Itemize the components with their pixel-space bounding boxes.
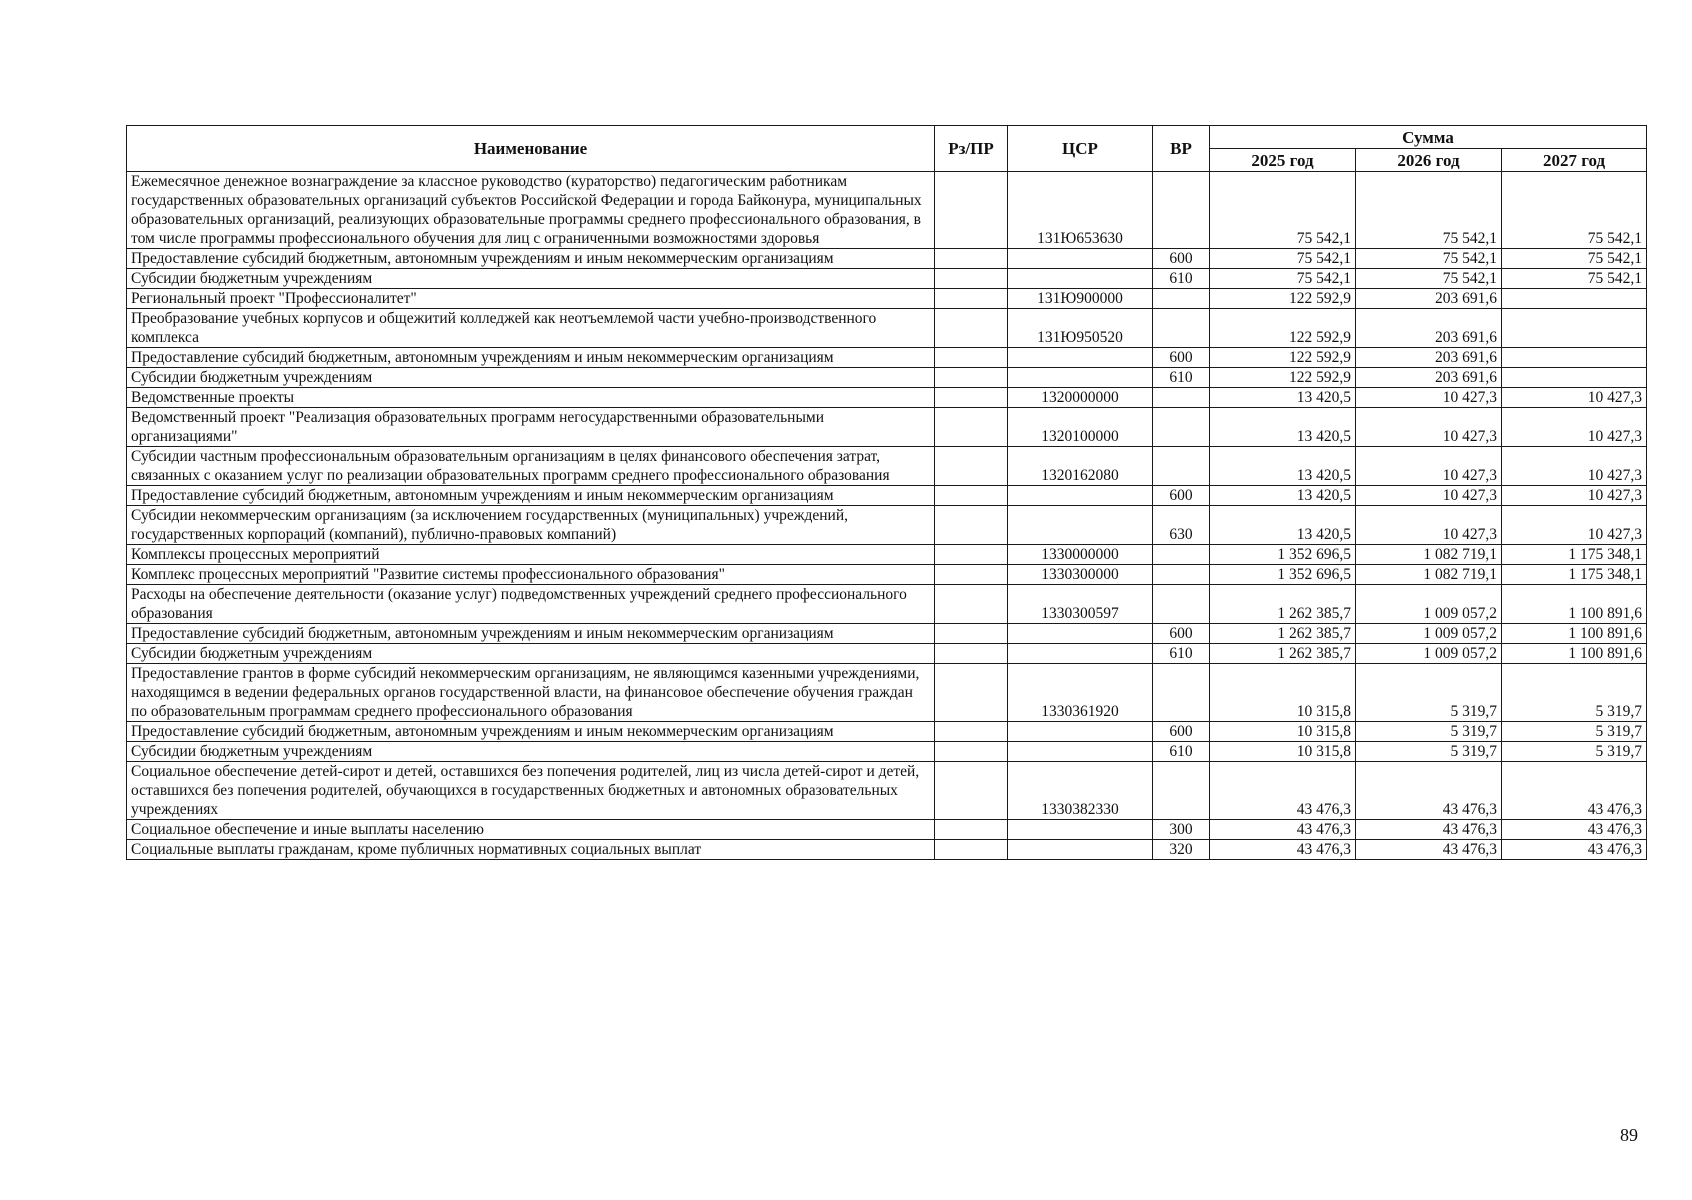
cell-sum-2026: 75 542,1 xyxy=(1356,172,1502,249)
table-row xyxy=(127,742,1647,762)
cell-sum-2027: 5 319,7 xyxy=(1502,722,1647,742)
cell-sum-2026: 10 427,3 xyxy=(1356,408,1502,447)
cell-rzpr xyxy=(935,408,1008,447)
cell-sum-2025: 10 315,8 xyxy=(1210,722,1356,742)
cell-rzpr xyxy=(935,545,1008,565)
cell-rzpr xyxy=(935,368,1008,388)
table-row xyxy=(127,249,1647,269)
cell-sum-2026: 10 427,3 xyxy=(1356,447,1502,486)
col-header-csr: ЦСР xyxy=(1008,126,1153,172)
cell-sum-2027 xyxy=(1502,368,1647,388)
table-row xyxy=(127,172,1647,249)
cell-name: Субсидии бюджетным учреждениям xyxy=(127,269,935,289)
table-body xyxy=(127,172,1647,860)
cell-sum-2027: 43 476,3 xyxy=(1502,820,1647,840)
cell-sum-2027: 75 542,1 xyxy=(1502,172,1647,249)
cell-sum-2025: 122 592,9 xyxy=(1210,289,1356,309)
cell-sum-2026: 75 542,1 xyxy=(1356,249,1502,269)
cell-rzpr xyxy=(935,249,1008,269)
cell-sum-2025: 43 476,3 xyxy=(1210,762,1356,820)
cell-vr xyxy=(1153,172,1210,249)
cell-sum-2026: 1 009 057,2 xyxy=(1356,585,1502,624)
cell-sum-2025: 1 262 385,7 xyxy=(1210,644,1356,664)
cell-sum-2026: 1 009 057,2 xyxy=(1356,644,1502,664)
cell-vr xyxy=(1153,289,1210,309)
cell-name: Предоставление субсидий бюджетным, автономным учреждениям и иным некоммерческим организациям xyxy=(127,249,935,269)
cell-csr xyxy=(1008,820,1153,840)
cell-name: Предоставление субсидий бюджетным, автономным учреждениям и иным некоммерческим организациям xyxy=(127,348,935,368)
cell-csr: 1330300597 xyxy=(1008,585,1153,624)
cell-sum-2027: 75 542,1 xyxy=(1502,269,1647,289)
cell-vr: 600 xyxy=(1153,348,1210,368)
cell-name: Комплекс процессных мероприятий "Развитие системы профессионального образования" xyxy=(127,565,935,585)
cell-name: Расходы на обеспечение деятельности (оказание услуг) подведомственных учреждений среднего профессионального образования xyxy=(127,585,935,624)
cell-name: Предоставление грантов в форме субсидий некоммерческим организациям, не являющимся казенными учреждениями, находящимся в ведении федеральных органов государственной власти, на финансовое обеспечение обучения граждан по образовательным программам среднего профессионального образования xyxy=(127,664,935,722)
cell-rzpr xyxy=(935,269,1008,289)
col-header-2026: 2026 год xyxy=(1356,149,1502,172)
cell-sum-2025: 10 315,8 xyxy=(1210,742,1356,762)
cell-csr: 1330300000 xyxy=(1008,565,1153,585)
col-header-sum: Сумма xyxy=(1210,126,1647,149)
cell-name: Ведомственные проекты xyxy=(127,388,935,408)
cell-csr: 131Ю900000 xyxy=(1008,289,1153,309)
cell-sum-2027 xyxy=(1502,309,1647,348)
cell-sum-2025: 13 420,5 xyxy=(1210,506,1356,545)
cell-sum-2027: 10 427,3 xyxy=(1502,447,1647,486)
table-row xyxy=(127,840,1647,860)
cell-name: Ежемесячное денежное вознаграждение за классное руководство (кураторство) педагогическим работникам государственных образовательных организаций субъектов Российской Федерации и города Байконура, муниципальных образовательных организаций, реализующих образовательные программы среднего профессионального образования, в том числе программы профессионального обучения для лиц с ограниченными возможностями здоровья xyxy=(127,172,935,249)
cell-sum-2026: 1 082 719,1 xyxy=(1356,565,1502,585)
cell-sum-2027: 43 476,3 xyxy=(1502,840,1647,860)
cell-sum-2025: 13 420,5 xyxy=(1210,447,1356,486)
cell-vr: 630 xyxy=(1153,506,1210,545)
cell-sum-2026: 203 691,6 xyxy=(1356,348,1502,368)
cell-vr: 610 xyxy=(1153,742,1210,762)
cell-vr xyxy=(1153,447,1210,486)
table-row xyxy=(127,388,1647,408)
cell-sum-2027: 1 100 891,6 xyxy=(1502,585,1647,624)
col-header-2025: 2025 год xyxy=(1210,149,1356,172)
cell-vr: 610 xyxy=(1153,269,1210,289)
cell-vr xyxy=(1153,408,1210,447)
table-row xyxy=(127,408,1647,447)
table-row xyxy=(127,289,1647,309)
cell-sum-2026: 1 009 057,2 xyxy=(1356,624,1502,644)
cell-sum-2026: 1 082 719,1 xyxy=(1356,545,1502,565)
table-row xyxy=(127,565,1647,585)
cell-csr: 1320000000 xyxy=(1008,388,1153,408)
cell-rzpr xyxy=(935,486,1008,506)
cell-rzpr xyxy=(935,388,1008,408)
page-number: 89 xyxy=(1620,1125,1638,1145)
cell-sum-2026: 5 319,7 xyxy=(1356,664,1502,722)
cell-sum-2027: 75 542,1 xyxy=(1502,249,1647,269)
cell-vr: 600 xyxy=(1153,486,1210,506)
cell-rzpr xyxy=(935,565,1008,585)
cell-rzpr xyxy=(935,820,1008,840)
cell-rzpr xyxy=(935,664,1008,722)
table-row xyxy=(127,644,1647,664)
col-header-rzpr: Рз/ПР xyxy=(935,126,1008,172)
cell-csr: 131Ю950520 xyxy=(1008,309,1153,348)
cell-csr: 1320162080 xyxy=(1008,447,1153,486)
cell-csr xyxy=(1008,348,1153,368)
cell-csr xyxy=(1008,722,1153,742)
cell-sum-2027: 1 175 348,1 xyxy=(1502,545,1647,565)
cell-rzpr xyxy=(935,585,1008,624)
cell-csr: 1320100000 xyxy=(1008,408,1153,447)
cell-csr: 1330361920 xyxy=(1008,664,1153,722)
cell-sum-2027: 10 427,3 xyxy=(1502,486,1647,506)
cell-csr: 1330000000 xyxy=(1008,545,1153,565)
cell-csr xyxy=(1008,840,1153,860)
cell-sum-2027: 10 427,3 xyxy=(1502,506,1647,545)
cell-rzpr xyxy=(935,506,1008,545)
cell-rzpr xyxy=(935,722,1008,742)
cell-csr: 131Ю653630 xyxy=(1008,172,1153,249)
cell-vr: 600 xyxy=(1153,624,1210,644)
cell-name: Субсидии бюджетным учреждениям xyxy=(127,368,935,388)
cell-sum-2027 xyxy=(1502,348,1647,368)
cell-rzpr xyxy=(935,309,1008,348)
cell-csr xyxy=(1008,249,1153,269)
cell-sum-2025: 75 542,1 xyxy=(1210,172,1356,249)
cell-name: Субсидии бюджетным учреждениям xyxy=(127,742,935,762)
cell-vr xyxy=(1153,762,1210,820)
col-header-vr: ВР xyxy=(1153,126,1210,172)
cell-rzpr xyxy=(935,289,1008,309)
cell-sum-2025: 1 352 696,5 xyxy=(1210,545,1356,565)
budget-table-sheet xyxy=(126,125,1646,860)
cell-sum-2025: 13 420,5 xyxy=(1210,388,1356,408)
cell-name: Предоставление субсидий бюджетным, автономным учреждениям и иным некоммерческим организациям xyxy=(127,624,935,644)
cell-sum-2025: 43 476,3 xyxy=(1210,820,1356,840)
table-row xyxy=(127,624,1647,644)
table-row xyxy=(127,447,1647,486)
cell-sum-2026: 43 476,3 xyxy=(1356,820,1502,840)
cell-name: Региональный проект "Профессионалитет" xyxy=(127,289,935,309)
table-row xyxy=(127,269,1647,289)
cell-vr xyxy=(1153,309,1210,348)
cell-name: Предоставление субсидий бюджетным, автономным учреждениям и иным некоммерческим организациям xyxy=(127,722,935,742)
table-row xyxy=(127,348,1647,368)
cell-vr: 600 xyxy=(1153,249,1210,269)
cell-vr: 610 xyxy=(1153,368,1210,388)
cell-sum-2025: 1 262 385,7 xyxy=(1210,585,1356,624)
cell-rzpr xyxy=(935,172,1008,249)
table-row xyxy=(127,664,1647,722)
cell-csr xyxy=(1008,368,1153,388)
budget-table xyxy=(126,125,1647,860)
cell-sum-2026: 75 542,1 xyxy=(1356,269,1502,289)
cell-csr: 1330382330 xyxy=(1008,762,1153,820)
col-header-2027: 2027 год xyxy=(1502,149,1647,172)
col-header-name: Наименование xyxy=(127,126,935,172)
cell-csr xyxy=(1008,742,1153,762)
cell-sum-2025: 122 592,9 xyxy=(1210,368,1356,388)
cell-sum-2025: 75 542,1 xyxy=(1210,249,1356,269)
cell-sum-2027: 5 319,7 xyxy=(1502,664,1647,722)
cell-sum-2025: 10 315,8 xyxy=(1210,664,1356,722)
table-row xyxy=(127,820,1647,840)
cell-sum-2026: 203 691,6 xyxy=(1356,368,1502,388)
cell-vr xyxy=(1153,565,1210,585)
cell-csr xyxy=(1008,269,1153,289)
cell-name: Ведомственный проект "Реализация образовательных программ негосударственными образовательными организациями" xyxy=(127,408,935,447)
cell-name: Социальное обеспечение детей-сирот и детей, оставшихся без попечения родителей, лиц из числа детей-сирот и детей, оставшихся без попечения родителей, обучающихся в государственных бюджетных и автономных образовательных учреждениях xyxy=(127,762,935,820)
cell-rzpr xyxy=(935,644,1008,664)
cell-sum-2025: 1 262 385,7 xyxy=(1210,624,1356,644)
cell-name: Субсидии бюджетным учреждениям xyxy=(127,644,935,664)
cell-sum-2026: 203 691,6 xyxy=(1356,289,1502,309)
cell-name: Социальное обеспечение и иные выплаты населению xyxy=(127,820,935,840)
cell-name: Предоставление субсидий бюджетным, автономным учреждениям и иным некоммерческим организациям xyxy=(127,486,935,506)
cell-sum-2026: 5 319,7 xyxy=(1356,742,1502,762)
cell-rzpr xyxy=(935,840,1008,860)
cell-sum-2027: 1 100 891,6 xyxy=(1502,644,1647,664)
cell-vr: 610 xyxy=(1153,644,1210,664)
cell-name: Субсидии некоммерческим организациям (за исключением государственных (муниципальных) учреждений, государственных корпораций (компаний), публично-правовых компаний) xyxy=(127,506,935,545)
table-row xyxy=(127,722,1647,742)
cell-sum-2025: 13 420,5 xyxy=(1210,486,1356,506)
cell-name: Субсидии частным профессиональным образовательным организациям в целях финансового обеспечения затрат, связанных с оказанием услуг по реализации образовательных программ среднего профессионального образования xyxy=(127,447,935,486)
cell-sum-2027: 1 100 891,6 xyxy=(1502,624,1647,644)
table-row xyxy=(127,585,1647,624)
cell-sum-2027: 1 175 348,1 xyxy=(1502,565,1647,585)
cell-sum-2025: 1 352 696,5 xyxy=(1210,565,1356,585)
cell-vr: 320 xyxy=(1153,840,1210,860)
cell-sum-2027 xyxy=(1502,289,1647,309)
table-row xyxy=(127,486,1647,506)
cell-vr xyxy=(1153,585,1210,624)
cell-name: Комплексы процессных мероприятий xyxy=(127,545,935,565)
cell-rzpr xyxy=(935,762,1008,820)
table-row xyxy=(127,762,1647,820)
cell-csr xyxy=(1008,506,1153,545)
cell-sum-2025: 75 542,1 xyxy=(1210,269,1356,289)
cell-sum-2026: 10 427,3 xyxy=(1356,506,1502,545)
cell-csr xyxy=(1008,644,1153,664)
table-row xyxy=(127,545,1647,565)
table-row xyxy=(127,368,1647,388)
cell-rzpr xyxy=(935,348,1008,368)
cell-vr xyxy=(1153,545,1210,565)
cell-sum-2026: 43 476,3 xyxy=(1356,762,1502,820)
cell-sum-2025: 13 420,5 xyxy=(1210,408,1356,447)
cell-sum-2027: 5 319,7 xyxy=(1502,742,1647,762)
cell-vr xyxy=(1153,388,1210,408)
cell-sum-2026: 10 427,3 xyxy=(1356,486,1502,506)
cell-rzpr xyxy=(935,624,1008,644)
cell-sum-2025: 122 592,9 xyxy=(1210,309,1356,348)
cell-sum-2026: 203 691,6 xyxy=(1356,309,1502,348)
cell-sum-2026: 10 427,3 xyxy=(1356,388,1502,408)
cell-sum-2027: 43 476,3 xyxy=(1502,762,1647,820)
cell-sum-2027: 10 427,3 xyxy=(1502,388,1647,408)
cell-vr: 600 xyxy=(1153,722,1210,742)
cell-sum-2025: 122 592,9 xyxy=(1210,348,1356,368)
table-row xyxy=(127,506,1647,545)
cell-csr xyxy=(1008,624,1153,644)
cell-csr xyxy=(1008,486,1153,506)
cell-sum-2025: 43 476,3 xyxy=(1210,840,1356,860)
table-row xyxy=(127,309,1647,348)
cell-sum-2026: 5 319,7 xyxy=(1356,722,1502,742)
cell-vr: 300 xyxy=(1153,820,1210,840)
cell-name: Преобразование учебных корпусов и общежитий колледжей как неотъемлемой части учебно-производственного комплекса xyxy=(127,309,935,348)
cell-name: Социальные выплаты гражданам, кроме публичных нормативных социальных выплат xyxy=(127,840,935,860)
cell-sum-2027: 10 427,3 xyxy=(1502,408,1647,447)
cell-rzpr xyxy=(935,447,1008,486)
cell-vr xyxy=(1153,664,1210,722)
cell-sum-2026: 43 476,3 xyxy=(1356,840,1502,860)
cell-rzpr xyxy=(935,742,1008,762)
